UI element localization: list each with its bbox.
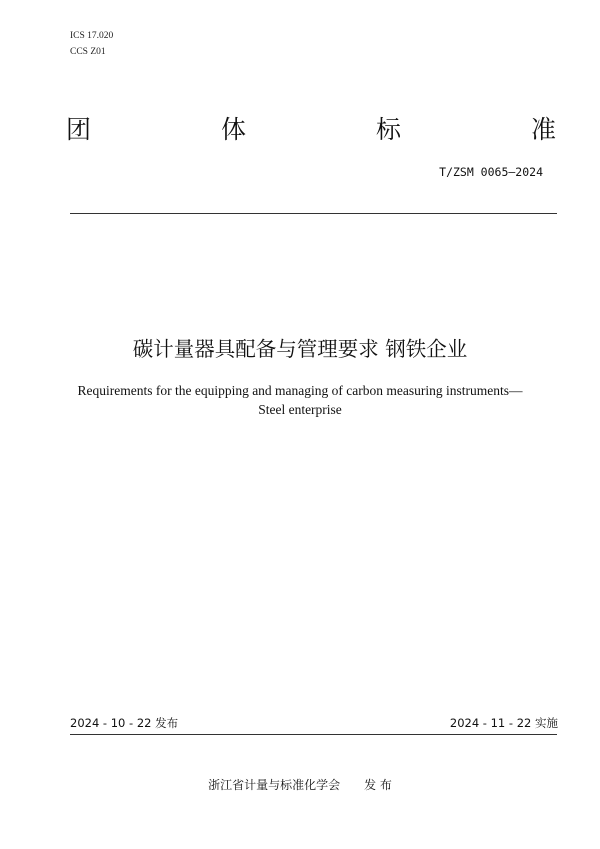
issue-date: 2024 - 10 - 22 发布 — [70, 716, 179, 730]
standard-code: T/ZSM 0065—2024 — [439, 165, 543, 179]
group-standard-title — [66, 114, 556, 146]
top-divider — [70, 213, 557, 214]
english-title-line-2: Steel enterprise — [258, 402, 342, 417]
publisher-line — [0, 777, 600, 793]
implementation-date: 2024 - 11 - 22 实施 — [449, 716, 558, 730]
chinese-title: 碳计量器具配备与管理要求 钢铁企业 — [132, 337, 468, 361]
publisher-action: 发 布 — [364, 778, 392, 792]
group-title-char: 团 — [66, 115, 92, 144]
english-title — [0, 381, 600, 419]
group-title-char: 准 — [530, 115, 556, 144]
bottom-divider — [70, 734, 557, 735]
group-title-char: 标 — [375, 115, 401, 144]
ics-code: ICS 17.020 — [70, 31, 114, 41]
group-title-char: 体 — [220, 115, 246, 144]
ccs-code: CCS Z01 — [70, 47, 106, 57]
english-title-line-1: Requirements for the equipping and managing of carbon measuring instruments— — [77, 383, 523, 398]
publisher-org: 浙江省计量与标准化学会 — [208, 778, 341, 792]
